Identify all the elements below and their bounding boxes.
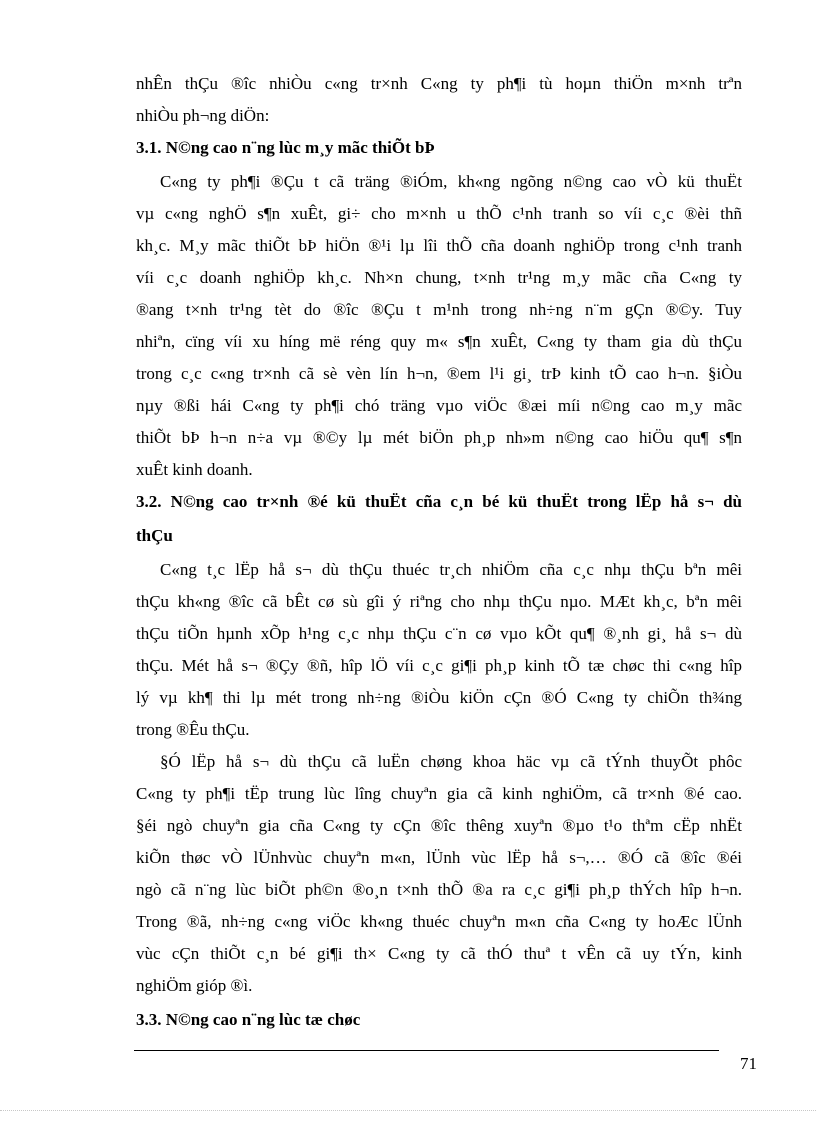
footer-rule: [134, 1050, 719, 1051]
text-line: kiÕn thøc vÒ lÜnhvùc chuyªn m«n, lÜnh vùc lËp hå s¬,… ®Ó cã ®îc ®éi: [136, 848, 742, 867]
text-line: nhiªn, cïng víi xu híng më réng quy m« s¶n xuÊt, C«ng ty tham gia dù thÇu: [136, 332, 742, 351]
text-line: xuÊt kinh doanh.: [136, 460, 253, 479]
text-line: trong ®Êu thÇu.: [136, 720, 250, 739]
text-line: §éi ngò chuyªn gia cña C«ng ty cÇn ®îc thêng xuyªn ®µo t¹o thªm cËp nhËt: [136, 816, 742, 835]
text-line: nµy ®ßi hái C«ng ty ph¶i chó träng vµo viÖc ®æi míi n©ng cao m¸y mãc: [136, 396, 742, 415]
text-line: thÇu. Mét hå s¬ ®Çy ®ñ, hîp lÖ víi c¸c gi¶i ph¸p kinh tÕ tæ chøc thi c«ng hîp: [136, 656, 742, 675]
text-line: C«ng t¸c lËp hå s¬ dù thÇu thuéc tr¸ch nhiÖm cña c¸c nhµ thÇu bªn mêi: [160, 560, 742, 579]
section-heading: 3.3. N©ng cao n¨ng lùc tæ chøc: [136, 1010, 361, 1029]
text-line: nghiÖm gióp ®ì.: [136, 976, 253, 995]
page-edge-divider: [0, 1110, 816, 1111]
text-line: ®ang t×nh tr¹ng tèt do ®îc ®Çu t m¹nh trong nh÷ng n¨m gÇn ®©y. Tuy: [136, 300, 742, 319]
text-line: Trong ®ã, nh÷ng c«ng viÖc kh«ng thuéc chuyªn m«n cña C«ng ty hoÆc lÜnh: [136, 912, 742, 931]
text-line: thÇu kh«ng ®îc cã bÊt cø sù gîi ý riªng cho nhµ thÇu nµo. MÆt kh¸c, bªn mêi: [136, 592, 742, 611]
section-heading: thÇu: [136, 526, 173, 545]
text-line: C«ng ty ph¶i ®Çu t cã träng ®iÓm, kh«ng ngõng n©ng cao vÒ kü thuËt: [160, 172, 742, 191]
section-heading: 3.1. N©ng cao n¨ng lùc m¸y mãc thiÕt bÞ: [136, 138, 435, 157]
text-line: vùc cÇn thiÕt c¸n bé gi¶i th× C«ng ty cã thÓ thuª t vÊn cã uy tÝn, kinh: [136, 944, 742, 963]
page-number: 71: [740, 1054, 757, 1073]
section-heading: 3.2. N©ng cao tr×nh ®é kü thuËt cña c¸n bé kü thuËt trong lËp hå s¬ dù: [136, 492, 742, 511]
text-line: vµ c«ng nghÖ s¶n xuÊt, gi÷ cho m×nh u thÕ c¹nh tranh so víi c¸c ®èi thñ: [136, 204, 742, 223]
text-line: nhÊn thÇu ®îc nhiÒu c«ng tr×nh C«ng ty ph¶i tù hoµn thiÖn m×nh trªn: [136, 74, 742, 93]
text-line: §Ó lËp hå s¬ dù thÇu cã luËn chøng khoa häc vµ cã tÝnh thuyÕt phôc: [160, 752, 742, 771]
text-line: nhiÒu ph¬ng diÖn:: [136, 106, 270, 125]
text-line: víi c¸c doanh nghiÖp kh¸c. Nh×n chung, t×nh tr¹ng m¸y mãc cña C«ng ty: [136, 268, 742, 287]
text-line: ngò cã n¨ng lùc biÕt ph©n ®o¸n t×nh thÕ ®a ra c¸c gi¶i ph¸p thÝch hîp h¬n.: [136, 880, 742, 899]
text-line: C«ng ty ph¶i tËp trung lùc lîng chuyªn gia cã kinh nghiÖm, cã tr×nh ®é cao.: [136, 784, 742, 803]
text-line: thÇu tiÕn hµnh xÕp h¹ng c¸c nhµ thÇu c¨n cø vµo kÕt qu¶ ®¸nh gi¸ hå s¬ dù: [136, 624, 742, 643]
text-line: kh¸c. M¸y mãc thiÕt bÞ hiÖn ®¹i lµ lîi thÕ cña doanh nghiÖp trong c¹nh tranh: [136, 236, 742, 255]
text-line: lý vµ kh¶ thi lµ mét trong nh÷ng ®iÒu kiÖn cÇn ®Ó C«ng ty chiÕn th¾ng: [136, 688, 742, 707]
text-line: trong c¸c c«ng tr×nh cã sè vèn lín h¬n, ®em l¹i gi¸ trÞ kinh tÕ cao h¬n. §iÒu: [136, 364, 742, 383]
text-line: thiÕt bÞ h¬n n÷a vµ ®©y lµ mét biÖn ph¸p nh»m n©ng cao hiÖu qu¶ s¶n: [136, 428, 742, 447]
